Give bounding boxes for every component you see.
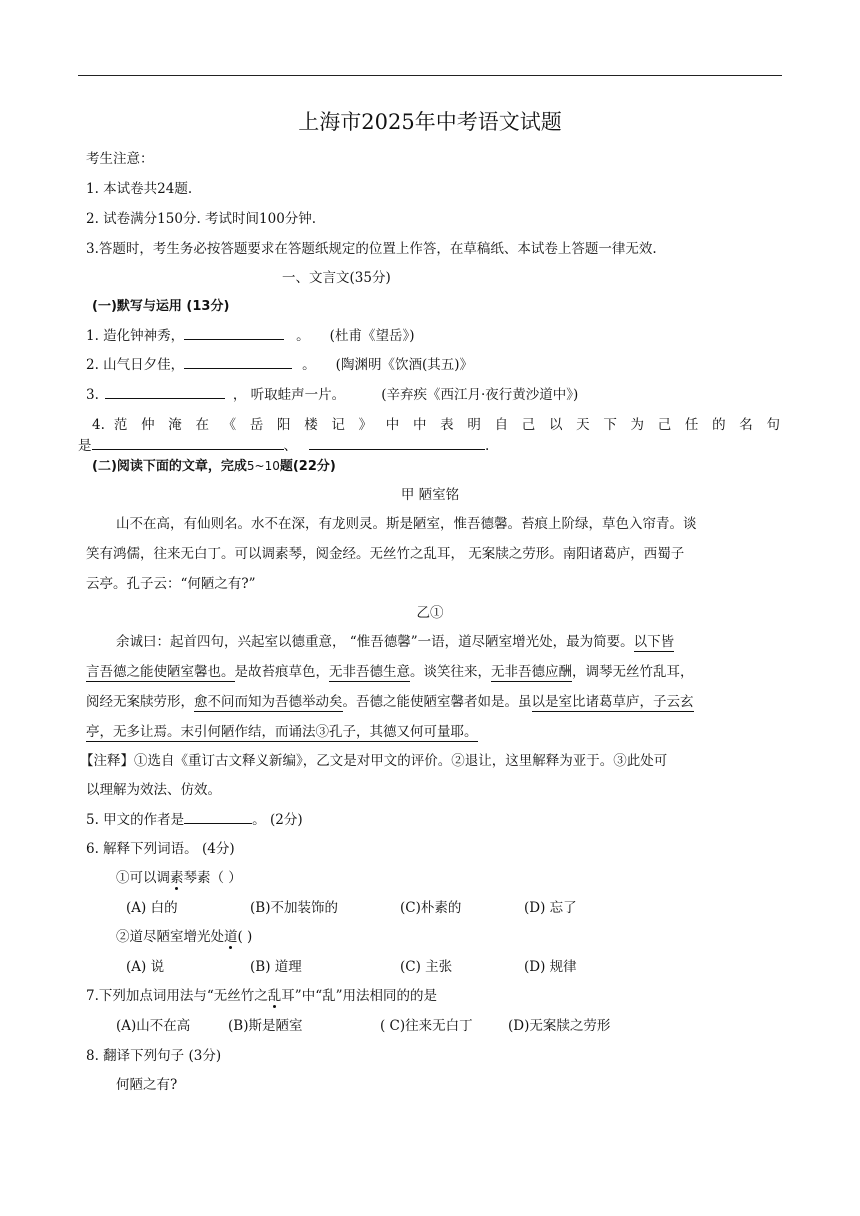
question-4-line2 xyxy=(78,437,489,455)
q4-end: . xyxy=(485,438,490,454)
part2-heading xyxy=(92,457,336,476)
yi-l3-text-2: 。吾德之能使陋室馨者如是。虽 xyxy=(342,694,532,710)
passage-yi-line4 xyxy=(86,723,478,741)
section-heading: 一、文言文(35分) xyxy=(282,270,391,286)
yi-l2-text-1: 是故苔痕草色， xyxy=(234,664,329,680)
page-title: 上海市2025年中考语文试题 xyxy=(298,110,562,134)
q3-source: (辛弃疾《西江月·夜行黄沙道中》) xyxy=(381,387,579,403)
part2-range: 5~10 xyxy=(246,459,280,473)
question-5 xyxy=(86,811,303,829)
header-rule xyxy=(78,75,782,76)
notice-item-2: 2. 试卷满分150分. 考试时间100分钟. xyxy=(86,211,317,227)
q1-text: 1. 造化钟神秀， xyxy=(86,328,185,344)
question-7 xyxy=(86,987,437,1005)
part2-heading-end: 题(22分) xyxy=(279,459,336,474)
question-6-2 xyxy=(116,928,252,946)
part1-heading: (一)默写与运用 (13分) xyxy=(92,299,230,314)
q2-blank[interactable] xyxy=(184,356,292,369)
q6-2-options xyxy=(126,958,577,976)
question-6: 6. 解释下列词语。 (4分) xyxy=(86,841,235,857)
question-2 xyxy=(86,356,473,374)
q6-2-option-d[interactable]: (D) 规律 xyxy=(524,959,577,975)
q4-blank-1[interactable] xyxy=(92,437,284,450)
notice-heading: 考生注意： xyxy=(86,151,154,167)
passage-yi-line2 xyxy=(86,663,694,681)
q5-score: 。 (2分) xyxy=(252,812,303,828)
question-8: 8. 翻译下列句子 (3分) xyxy=(86,1048,222,1064)
q7-option-a[interactable]: (A)山不在高 xyxy=(116,1018,191,1034)
passage-yi-line3 xyxy=(86,693,694,711)
yi-l1-text: 余诚曰：起首四句，兴起室以德重意， “惟吾德馨”一语，道尽陋室增光处，最为简要。 xyxy=(116,634,634,650)
q3-blank[interactable] xyxy=(105,386,225,399)
q6-1-options xyxy=(126,899,577,917)
passage-yi-line1 xyxy=(116,633,674,651)
q7-text-end: 耳”中“乱”用法相同的的是 xyxy=(281,988,438,1004)
yi-l2-underlined-2: 无非吾德生意 xyxy=(329,664,410,680)
q8-sentence: 何陋之有? xyxy=(116,1077,178,1093)
annotation-line2: 以理解为效法、仿效。 xyxy=(86,782,221,798)
q3-text: ， 听取蛙声一片。 xyxy=(232,387,346,403)
q7-option-b[interactable]: (B)斯是陋室 xyxy=(228,1018,303,1034)
q6-1-option-a[interactable]: (A) 白的 xyxy=(126,900,178,916)
q7-dotted-char: 乱 xyxy=(267,988,282,1004)
q5-blank[interactable] xyxy=(184,811,252,824)
q5-text: 5. 甲文的作者是 xyxy=(86,812,185,828)
question-4-line1 xyxy=(92,416,780,434)
q3-number: 3. xyxy=(86,387,99,403)
q6-2-option-b[interactable]: (B) 道理 xyxy=(250,959,302,975)
question-6-1 xyxy=(116,869,242,887)
q4-sep: 、 xyxy=(283,438,297,454)
q7-text: 7.下列加点词用法与“无丝竹之 xyxy=(86,988,268,1004)
q6-2-text: ②道尽陋室增光处 xyxy=(116,929,224,945)
q2-punct: 。 xyxy=(302,357,316,373)
yi-l2-text-3: ，调琴无丝竹乱耳， xyxy=(572,664,694,680)
q6-1-text-end: 琴素（ ） xyxy=(183,870,242,886)
q6-1-text: ①可以调 xyxy=(116,870,170,886)
notice-item-1: 1. 本试卷共24题. xyxy=(86,181,193,197)
q6-2-dotted-char: 道 xyxy=(224,929,238,945)
q6-2-option-c[interactable]: (C) 主张 xyxy=(400,959,453,975)
q2-source: (陶渊明《饮酒(其五)》 xyxy=(335,357,473,373)
passage-jia-line3: 云亭。孔子云：“何陋之有?” xyxy=(86,576,256,592)
yi-l3-underlined-2: 以是室比诸葛草庐，子云玄 xyxy=(531,694,694,710)
q7-option-c[interactable]: ( C)往来无白丁 xyxy=(380,1018,473,1034)
q6-2-option-a[interactable]: (A) 说 xyxy=(126,959,165,975)
q6-1-option-d[interactable]: (D) 忘了 xyxy=(524,900,577,916)
question-3 xyxy=(86,386,578,404)
notice-item-3: 3.答题时，考生务必按答题要求在答题纸规定的位置上作答，在草稿纸、本试卷上答题一律无效. xyxy=(86,241,657,257)
q1-source: (杜甫《望岳》) xyxy=(329,328,415,344)
q6-1-option-c[interactable]: (C)朴素的 xyxy=(400,900,462,916)
q6-2-parens: ( ) xyxy=(237,929,253,945)
q4-prefix: 是 xyxy=(78,438,92,454)
passage-jia-line1: 山不在高，有仙则名。水不在深，有龙则灵。斯是陋室，惟吾德馨。苔痕上阶绿，草色入帘青。谈 xyxy=(116,516,697,532)
passage-yi-title: 乙① xyxy=(416,605,444,621)
yi-l4-underlined: 亭，无多让焉。末引何陋作结，而诵法③孔子，其德又何可量耶。 xyxy=(86,724,478,740)
q4-blank-2[interactable] xyxy=(309,437,485,450)
yi-l2-text-2: 。谈笑往来， xyxy=(410,664,491,680)
passage-jia-title: 甲 陋室铭 xyxy=(400,487,460,503)
passage-jia-line2: 笑有鸿儒，往来无白丁。可以调素琴，阅金经。无丝竹之乱耳， 无案牍之劳形。南阳诸葛庐，西蜀子 xyxy=(86,546,685,562)
q6-1-dotted-char: 素 xyxy=(170,870,184,886)
annotation-line1: 【注释】①选自《重订古文释义新编》，乙文是对甲文的评价。②退让，这里解释为亚于。③此处可 xyxy=(80,753,668,769)
q4-text: 4. 范 仲 淹 在 《 岳 阳 楼 记 》 中 中 表 明 自 己 以 天 下 为 己 任 的 名 句 xyxy=(92,417,780,433)
part2-heading-text: (二)阅读下面的文章，完成 xyxy=(92,459,247,474)
q6-1-option-b[interactable]: (B)不加装饰的 xyxy=(250,900,338,916)
q2-text: 2. 山气日夕佳， xyxy=(86,357,185,373)
question-1 xyxy=(86,327,414,345)
q1-blank[interactable] xyxy=(184,327,284,340)
q7-options xyxy=(116,1017,610,1035)
yi-l3-text-1: 阅经无案牍劳形， xyxy=(86,694,194,710)
q7-option-d[interactable]: (D)无案牍之劳形 xyxy=(508,1018,611,1034)
yi-l3-underlined-1: 愈不问而知为吾德举动矣 xyxy=(194,694,343,710)
yi-l2-underlined-3: 无非吾德应酬 xyxy=(491,664,572,680)
yi-l1-underlined: 以下皆 xyxy=(633,634,675,650)
yi-l2-underlined-1: 言吾德之能使陋室馨也。 xyxy=(86,664,235,680)
q1-punct: 。 xyxy=(296,328,310,344)
